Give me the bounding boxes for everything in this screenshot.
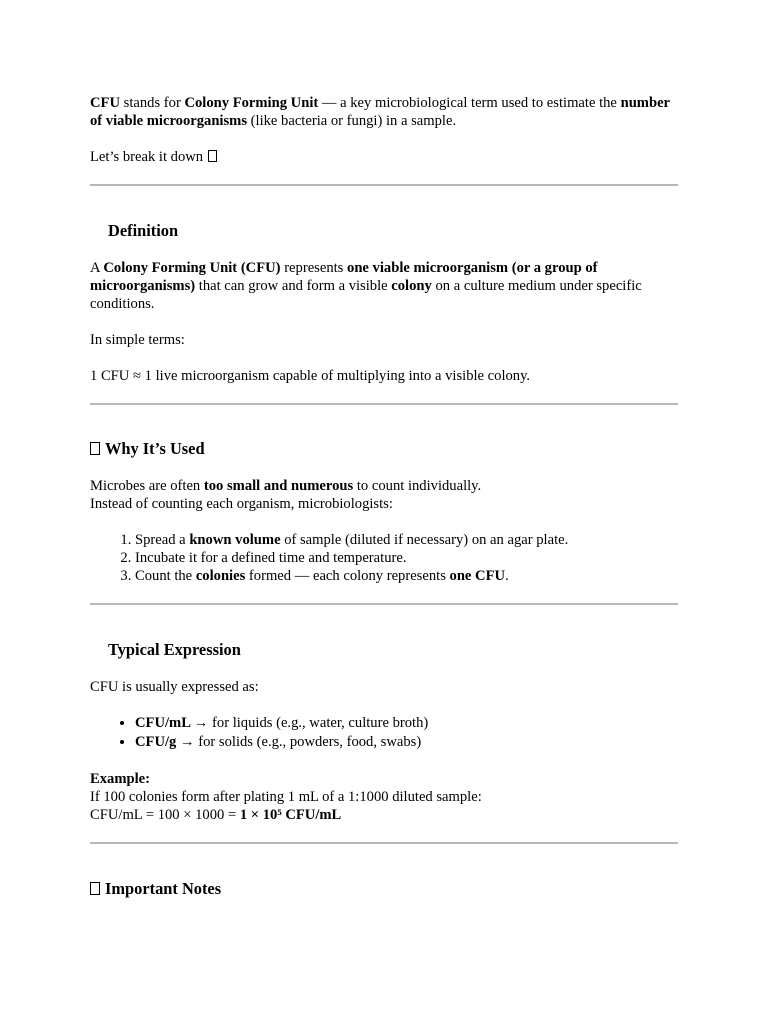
why-paragraph-2: Instead of counting each organism, microbiologists:	[90, 496, 393, 512]
section-divider	[90, 842, 678, 844]
list-item: 2. Incubate it for a defined time and temperature.	[135, 549, 678, 567]
section-divider	[90, 403, 678, 405]
why-paragraph-1: Microbes are often too small and numerous to count individually.	[90, 478, 482, 494]
expression-intro: CFU is usually expressed as:	[90, 679, 259, 695]
section-divider	[90, 184, 678, 186]
simple-terms-label: In simple terms:	[90, 332, 185, 348]
list-item: • CFU/g → for solids (e.g., powders, food, swabs)	[135, 733, 678, 752]
units-list	[90, 714, 678, 752]
example-label: Example:	[90, 771, 150, 787]
important-notes-heading: Important Notes	[90, 879, 678, 899]
emoji-placeholder-icon	[90, 882, 100, 895]
emoji-placeholder-icon	[90, 442, 100, 455]
intro-paragraph: CFU stands for Colony Forming Unit — a key microbiological term used to estimate the number of viable microorganisms (like bacteria or fungi) in a sample.	[90, 95, 670, 129]
list-item: 3. Count the colonies formed — each colony represents one CFU.	[135, 567, 678, 585]
term-cfu: CFU	[90, 95, 120, 111]
breakdown-line: Let’s break it down	[90, 148, 678, 166]
list-item: • CFU/mL → for liquids (e.g., water, culture broth)	[135, 714, 678, 733]
why-used-heading: Why It’s Used	[90, 439, 678, 459]
list-item: 1. Spread a known volume of sample (diluted if necessary) on an agar plate.	[135, 531, 678, 549]
cfu-equation: 1 CFU ≈ 1 live microorganism capable of multiplying into a visible colony.	[90, 368, 531, 384]
document-page	[90, 94, 678, 899]
section-divider	[90, 603, 678, 605]
typical-expression-heading: Typical Expression	[108, 640, 241, 659]
definition-paragraph: A Colony Forming Unit (CFU) represents one viable microorganism (or a group of microorganisms) that can grow and form a visible colony on a culture medium under specific conditions.	[90, 260, 642, 312]
definition-heading: Definition	[108, 221, 179, 240]
emoji-placeholder-icon	[208, 150, 217, 162]
steps-list	[90, 531, 678, 585]
example-line-1: If 100 colonies form after plating 1 mL of a 1:1000 diluted sample:	[90, 789, 482, 805]
example-line-2: CFU/mL = 100 × 1000 = 1 × 10⁵ CFU/mL	[90, 807, 342, 823]
